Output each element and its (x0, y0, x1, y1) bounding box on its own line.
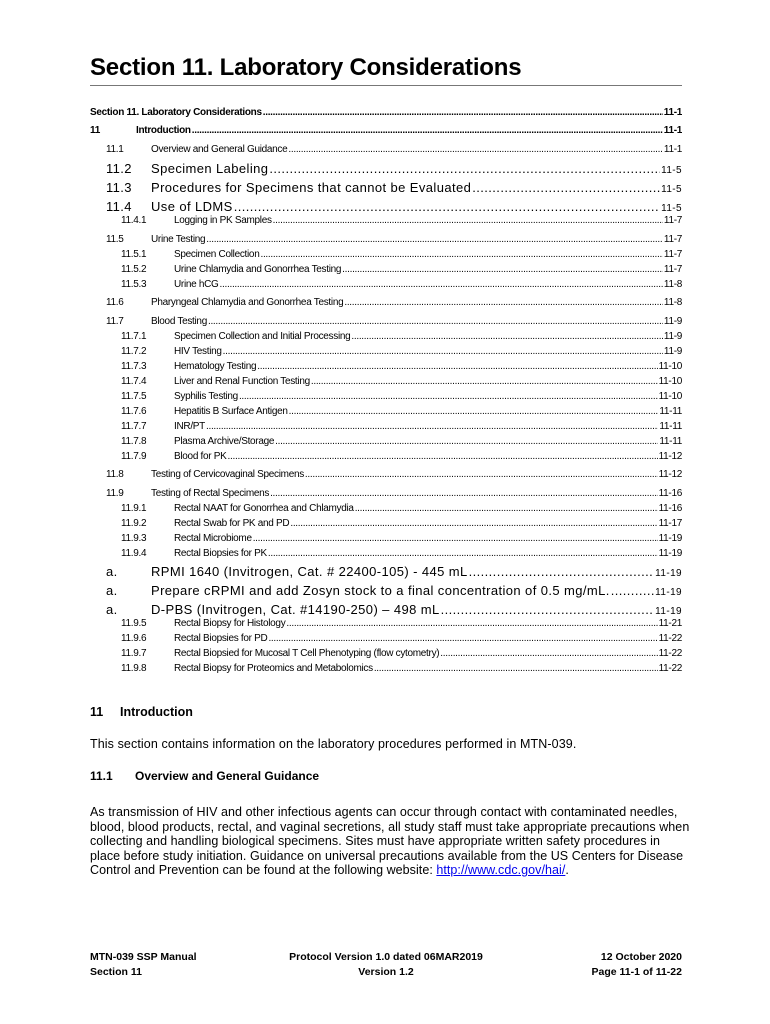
toc-entry-page: 11-7 (663, 264, 682, 275)
toc-entry-page: 11-10 (658, 376, 682, 387)
toc-entry-number: 11.5 (106, 234, 124, 245)
toc-entry-page: 11-19 (658, 533, 682, 544)
toc-leader-dots (223, 346, 663, 357)
toc-entry-label: Liver and Renal Function Testing (174, 376, 310, 387)
toc-entry-label: Plasma Archive/Storage (174, 436, 275, 447)
toc-entry[interactable] (0, 276, 682, 290)
toc-entry-label: Rectal NAAT for Gonorrhea and Chlamydia (174, 503, 354, 514)
section-heading (90, 705, 193, 719)
toc-entry[interactable] (0, 485, 682, 499)
toc-leader-dots (275, 436, 658, 447)
subsection-number: 11.1 (90, 769, 113, 783)
body-paragraph (90, 805, 690, 878)
toc-entry-page: 11-1 (663, 125, 682, 136)
toc-leader-dots (206, 421, 658, 432)
toc-entry-page: 11-1 (663, 107, 682, 118)
toc-entry-label: Overview and General Guidance (151, 144, 288, 155)
toc-leader-dots (263, 107, 663, 118)
toc-entry[interactable] (0, 122, 682, 136)
footer-date: 12 October 2020 (600, 951, 682, 963)
toc-entry-number: a. (106, 583, 118, 598)
toc-entry-label: Urine Testing (151, 234, 206, 245)
toc-entry-page: 11-22 (658, 648, 682, 659)
toc-entry-number: 11.4 (106, 199, 132, 214)
toc-entry-number: 11.5.3 (121, 279, 147, 290)
toc-entry-number: 11.7.5 (121, 391, 147, 402)
toc-entry[interactable] (0, 630, 682, 644)
toc-entry-number: 11.9.8 (121, 663, 147, 674)
toc-entry[interactable] (0, 581, 682, 598)
toc-entry-label: Syphilis Testing (174, 391, 238, 402)
toc-entry-page: 11-7 (663, 249, 682, 260)
toc-entry-number: 11.7.6 (121, 406, 147, 417)
toc-entry-page: 11-9 (663, 331, 682, 342)
toc-entry-number: 11.7.4 (121, 376, 147, 387)
toc-entry-label: Logging in PK Samples (174, 215, 272, 226)
toc-leader-dots (289, 406, 659, 417)
toc-entry-number: 11.6 (106, 297, 124, 308)
toc-entry-page: 11-5 (661, 165, 682, 176)
toc-entry[interactable] (0, 562, 682, 579)
toc-entry[interactable] (0, 343, 682, 357)
toc-entry[interactable] (0, 294, 682, 308)
toc-entry-number: 11.7.9 (121, 451, 147, 462)
toc-leader-dots (192, 125, 663, 136)
cdc-link[interactable]: http://www.cdc.gov/hai/ (436, 863, 566, 877)
toc-entry-page: 11-12 (658, 451, 682, 462)
toc-entry-label: Urine Chlamydia and Gonorrhea Testing (174, 264, 342, 275)
toc-entry[interactable] (0, 515, 682, 529)
section-number: 11 (90, 705, 104, 719)
title-rule (90, 85, 682, 86)
toc-entry-number: 11.9.3 (121, 533, 147, 544)
subsection-heading (90, 769, 319, 783)
toc-entry-number: 11.7 (106, 316, 124, 327)
toc-entry-page: 11-11 (659, 406, 682, 417)
toc-entry-number: 11.7.2 (121, 346, 147, 357)
toc-entry-page: 11-9 (663, 346, 682, 357)
toc-entry-label: Specimen Labeling (151, 161, 269, 176)
footer-section: Section 11 (90, 966, 142, 978)
toc-leader-dots (239, 391, 658, 402)
toc-entry[interactable] (0, 358, 682, 372)
toc-entry-page: 11-8 (663, 279, 682, 290)
footer-protocol: Protocol Version 1.0 dated 06MAR2019 (289, 951, 483, 963)
toc-entry-label: Rectal Biopsies for PK (174, 548, 267, 559)
toc-entry-label: Rectal Biopsy for Histology (174, 618, 286, 629)
toc-entry-page: 11-16 (658, 488, 682, 499)
toc-leader-dots (257, 361, 657, 372)
toc-entry-number: 11.8 (106, 469, 124, 480)
toc-entry-number: 11.1 (106, 144, 124, 155)
toc-leader-dots (270, 488, 658, 499)
toc-entry-page: 11-21 (658, 618, 682, 629)
toc-entry[interactable] (0, 433, 682, 447)
toc-entry-page: 11-19 (658, 548, 682, 559)
toc-entry-page: 11-5 (661, 184, 682, 195)
page-title: Section 11. Laboratory Considerations (90, 54, 522, 81)
toc-leader-dots (268, 633, 657, 644)
toc-entry-number: 11 (90, 125, 100, 136)
toc-entry-label: Specimen Collection (174, 249, 260, 260)
toc-entry-label: Rectal Biopsied for Mucosal T Cell Phenotyping (flow cytometry) (174, 648, 440, 659)
toc-entry-page: 11-7 (663, 234, 682, 245)
toc-entry[interactable] (0, 328, 682, 342)
toc-leader-dots (344, 297, 663, 308)
toc-leader-dots (440, 648, 657, 659)
toc-entry-number: 11.7.7 (121, 421, 147, 432)
toc-entry-page: 11-1 (663, 144, 682, 155)
toc-leader-dots (268, 548, 658, 559)
toc-leader-dots (260, 249, 662, 260)
toc-entry[interactable] (0, 178, 682, 195)
footer-page: Page 11-1 of 11-22 (591, 966, 682, 978)
intro-paragraph: This section contains information on the laboratory procedures performed in MTN-039. (90, 737, 577, 751)
toc-entry-number: 11.9.4 (121, 548, 147, 559)
toc-entry-number: a. (106, 564, 118, 579)
toc-entry[interactable] (0, 500, 682, 514)
toc-entry-number: 11.9 (106, 488, 124, 499)
toc-entry-number: 11.9.5 (121, 618, 147, 629)
toc-leader-dots (253, 533, 658, 544)
toc-entry[interactable] (0, 418, 682, 432)
toc-leader-dots (206, 234, 663, 245)
toc-entry-page: 11-22 (658, 633, 682, 644)
toc-entry-page: 11-17 (658, 518, 682, 529)
toc-leader-dots (611, 583, 654, 598)
footer-manual: MTN-039 SSP Manual (90, 951, 197, 963)
toc-entry-number: 11.9.7 (121, 648, 147, 659)
toc-entry-label: D-PBS (Invitrogen, Cat. #14190-250) – 498 mL (151, 602, 440, 617)
toc-leader-dots (342, 264, 663, 275)
toc-entry-number: 11.9.2 (121, 518, 147, 529)
toc-entry-page: 11-9 (663, 316, 682, 327)
toc-entry-label: Hematology Testing (174, 361, 257, 372)
toc-entry-number: 11.5.2 (121, 264, 147, 275)
toc-entry-label: Blood for PK (174, 451, 227, 462)
toc-entry-page: 11-19 (655, 606, 682, 617)
toc-entry[interactable] (0, 261, 682, 275)
toc-leader-dots (351, 331, 663, 342)
toc-entry-number: 11.4.1 (121, 215, 147, 226)
toc-entry-number: 11.2 (106, 161, 132, 176)
toc-entry-label: Procedures for Specimens that cannot be Evaluated (151, 180, 472, 195)
toc-entry-label: Rectal Swab for PK and PD (174, 518, 290, 529)
toc-entry-number: 11.5.1 (121, 249, 147, 260)
toc-entry-page: 11-10 (658, 391, 682, 402)
toc-leader-dots (208, 316, 663, 327)
toc-leader-dots (311, 376, 658, 387)
body-end: . (565, 863, 569, 877)
toc-entry-number: 11.3 (106, 180, 132, 195)
toc-leader-dots (273, 215, 663, 226)
toc-entry-label: INR/PT (174, 421, 205, 432)
toc-entry-page: 11-5 (661, 203, 682, 214)
toc-leader-dots (269, 161, 660, 176)
toc-entry-label: Urine hCG (174, 279, 219, 290)
toc-entry-label: Use of LDMS (151, 199, 233, 214)
toc-entry-label: RPMI 1640 (Invitrogen, Cat. # 22400-105) - 445 mL (151, 564, 468, 579)
toc-entry-number: 11.7.8 (121, 436, 147, 447)
toc-entry-label: Blood Testing (151, 316, 207, 327)
toc-entry-page: 11-16 (658, 503, 682, 514)
toc-entry-label: Hepatitis B Surface Antigen (174, 406, 288, 417)
toc-entry-page: 11-19 (655, 587, 682, 598)
toc-entry[interactable] (0, 448, 682, 462)
toc-entry-page: 11-11 (659, 436, 682, 447)
toc-entry[interactable] (0, 212, 682, 226)
footer-version: Version 1.2 (358, 966, 414, 978)
toc-entry[interactable] (0, 159, 682, 176)
toc-entry-label: Testing of Cervicovaginal Specimens (151, 469, 304, 480)
toc-entry[interactable] (0, 645, 682, 659)
toc-entry-page: 11-8 (663, 297, 682, 308)
toc-entry-label: Testing of Rectal Specimens (151, 488, 270, 499)
section-title: Introduction (120, 705, 193, 719)
footer-right (592, 950, 682, 980)
toc-leader-dots (228, 451, 658, 462)
toc-entry-number: Section 11. Laboratory Considerations (90, 107, 262, 118)
toc-entry-page: 11-19 (655, 568, 682, 579)
toc-entry-label: Rectal Microbiome (174, 533, 252, 544)
toc-entry[interactable] (0, 388, 682, 402)
toc-entry[interactable] (0, 231, 682, 245)
toc-entry-page: 11-11 (659, 421, 682, 432)
toc-entry-label: Rectal Biopsy for Proteomics and Metabolomics (174, 663, 373, 674)
subsection-title: Overview and General Guidance (135, 769, 320, 783)
toc-leader-dots (288, 144, 663, 155)
toc-leader-dots (472, 180, 660, 195)
toc-leader-dots (305, 469, 658, 480)
toc-entry[interactable] (0, 141, 682, 155)
toc-entry[interactable] (0, 615, 682, 629)
toc-entry-page: 11-12 (658, 469, 682, 480)
toc-entry-label: Prepare cRPMI and add Zosyn stock to a final concentration of 0.5 mg/mL. (151, 583, 610, 598)
toc-leader-dots (290, 518, 657, 529)
toc-entry-number: 11.7.1 (121, 331, 147, 342)
toc-entry[interactable] (0, 530, 682, 544)
toc-entry-page: 11-7 (663, 215, 682, 226)
toc-entry-number: 11.9.1 (121, 503, 147, 514)
toc-entry-number: a. (106, 602, 118, 617)
toc-entry[interactable] (0, 545, 682, 559)
toc-entry-number: 11.9.6 (121, 633, 147, 644)
toc-entry[interactable] (0, 660, 682, 674)
toc-entry[interactable] (0, 104, 682, 118)
toc-leader-dots (286, 618, 657, 629)
toc-entry-number: 11.7.3 (121, 361, 147, 372)
toc-entry[interactable] (0, 313, 682, 327)
toc-leader-dots (469, 564, 655, 579)
toc-entry-page: 11-10 (658, 361, 682, 372)
body-text: As transmission of HIV and other infectious agents can occur through contact with contaminated needles, blood, blood products, rectal, and vaginal secretions, all study staff must take appropriate precautions when collecting and handling biological specimens. Sites must have appropriate written safety procedures in place before study initiation. Guidance on universal precautions available from the US Centers for Disease Control and Prevention can be found at the following website: (90, 805, 690, 877)
toc-leader-dots (355, 503, 658, 514)
toc-entry-label: HIV Testing (174, 346, 222, 357)
toc-entry[interactable] (0, 246, 682, 260)
toc-entry-label: Rectal Biopsies for PD (174, 633, 268, 644)
toc-entry-label: Introduction (136, 125, 191, 136)
toc-entry[interactable] (0, 466, 682, 480)
toc-entry-page: 11-22 (658, 663, 682, 674)
toc-leader-dots (374, 663, 658, 674)
toc-entry[interactable] (0, 373, 682, 387)
toc-entry-label: Pharyngeal Chlamydia and Gonorrhea Testing (151, 297, 344, 308)
toc-leader-dots (220, 279, 663, 290)
toc-entry-label: Specimen Collection and Initial Processing (174, 331, 351, 342)
toc-entry[interactable] (0, 403, 682, 417)
